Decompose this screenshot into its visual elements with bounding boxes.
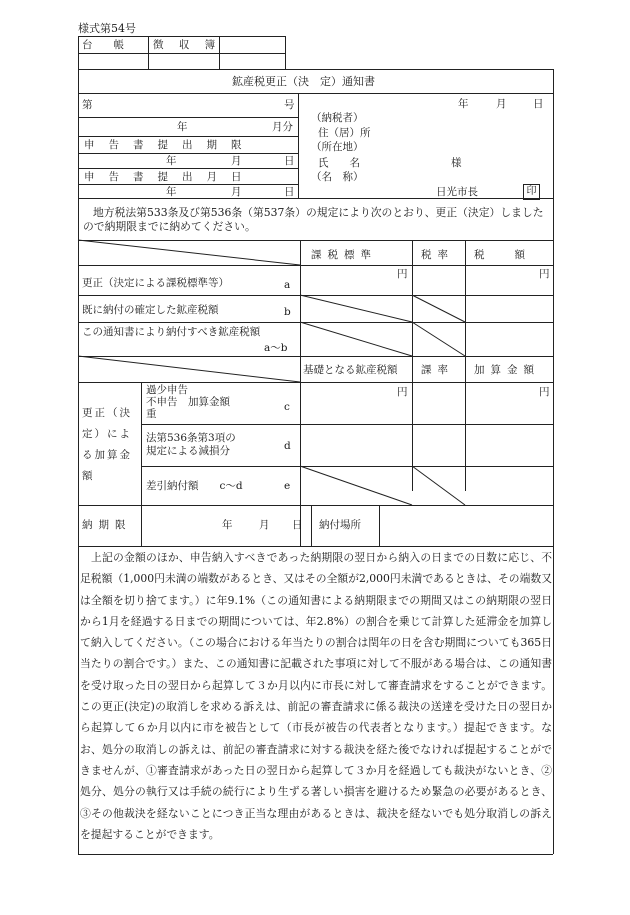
t1-row-a-unit-base: 円	[397, 268, 408, 280]
location-label: （所在地）	[311, 141, 364, 153]
collection-label: 徴 収 簿	[153, 39, 222, 51]
deadline-month: 月	[231, 155, 242, 167]
t2-header-base: 基礎となる鉱産税額	[303, 364, 398, 376]
form-number: 様式第54号	[78, 22, 136, 35]
due-year: 年	[222, 519, 233, 531]
filing-day: 日	[284, 186, 295, 198]
notice-text: 上記の金額のほか、申告納入すべきであった納期限の翌日から納入の日までの日数に応じ、不足税額（1,000円未満の端数があるとき、又はその全額が2,000円未満であるときは、その端数又は全額を切り捨てます。）に年9.1%（この通知書による納期限までの期間又はこの納期限の翌日から1月を経過する日までの期間については、年2.8%）の割合を乗じて計算した延滞金を加算して納入してください。（この場合における年当たりの割合は閏年の日を含む期間についても365日当たりの割合です。）また、この通知書に記載された事項に対して不服がある場合は、この通知書を受け取った日の翌日から起算して３か月以内に市長に対して審査請求をすることができます。この更正(決定)の取消しを求める訴えは、前記の審査請求に係る裁決の送達を受けた日の翌日から起算して６か月以内に市を被告として（市長が被告の代表者となります。）提起できます。なお、処分の取消しの訴えは、前記の審査請求に対する裁決を経た後でなければ提起することができませんが、①審査請求があった日の翌日から起算して３か月を経過しても裁決がないとき、②処分、処分の執行又は手続の続行により生ずる著しい損害を避けるため緊急の必要があるとき、③その他裁決を経ないことにつき正当な理由があるときは、裁決を経ないでも処分取消しの訴えを提起することができます。	[80, 551, 552, 841]
t1-row-ab-key: a〜b	[264, 342, 288, 354]
t2-header-rate: 課率	[421, 364, 454, 376]
name-label: 氏 名	[318, 157, 360, 169]
due-day: 日	[292, 519, 303, 531]
address-label: 住（居）所	[318, 127, 371, 139]
t2-row-d-label: 法第536条第3項の 規定による減損分	[146, 432, 236, 457]
table2-corner-diagonal	[78, 356, 300, 382]
filing-month: 月	[231, 186, 242, 198]
t2-group-label: 更正（決定）による加算金額	[82, 407, 132, 482]
t1-row-a-unit-amount: 円	[539, 268, 550, 280]
name-alt-label: （名 称）	[311, 171, 364, 183]
t1-row-ab-label: この通知書により納付すべき鉱産税額	[82, 326, 261, 338]
t2-row-e-label: 差引納付額 c〜d	[146, 480, 243, 492]
notice-year: 年	[458, 98, 469, 110]
page-title: 鉱産税更正（決 定）通知書	[232, 75, 375, 88]
honorific: 様	[451, 157, 462, 169]
t1-header-rate: 税率	[421, 249, 454, 261]
t2-diagonals	[300, 466, 465, 505]
notice-month: 月	[496, 98, 507, 110]
t1-row-b-label: 既に納付の確定した鉱産税額	[82, 304, 219, 316]
ledger-label: 台 帳	[82, 39, 124, 51]
intro-text: 地方税法第533条及び第536条（第537条）の規定により次のとおり、更正（決定）しましたので納期限までに納めてください。	[83, 206, 544, 233]
table1-corner-diagonal	[78, 240, 300, 265]
t1-row-a-label: 更正（決定による課税標準等）	[82, 277, 229, 289]
t2-row-c-unit-base: 円	[397, 386, 408, 398]
deadline-day: 日	[284, 155, 295, 167]
t2-row-c-key: c	[284, 401, 290, 413]
t2-row-c-unit-amount: 円	[539, 386, 550, 398]
taxpayer-label: （納税者）	[311, 112, 364, 124]
t2-row-d-key: d	[284, 440, 291, 452]
year-label: 年	[177, 121, 188, 133]
notice-day: 日	[533, 98, 544, 110]
t1-header-base: 課税標準	[311, 249, 377, 261]
t1-row-b-key: b	[284, 306, 291, 318]
t2-header-amount: 加算金額	[474, 364, 540, 376]
due-label: 納期限	[82, 519, 132, 531]
seal-stamp: 印	[523, 184, 540, 200]
due-month: 月	[259, 519, 270, 531]
t1-diagonals	[300, 295, 465, 356]
month-portion-label: 月分	[272, 121, 293, 133]
filing-year: 年	[166, 186, 177, 198]
number-suffix: 号	[284, 99, 295, 111]
filing-deadline-label: 申告書提出期限	[84, 139, 256, 151]
t1-row-a-key: a	[284, 279, 291, 291]
deadline-year: 年	[166, 155, 177, 167]
number-prefix: 第	[82, 99, 93, 111]
payment-place-label: 納付場所	[319, 519, 361, 531]
t1-header-amount: 税額	[474, 249, 555, 261]
mayor-label: 日光市長	[436, 186, 478, 198]
filing-date-label: 申告書提出月日	[84, 171, 256, 183]
t2-row-e-key: e	[284, 480, 291, 492]
t2-row-c-label: 過少申告 不申告 加算金額 重	[146, 384, 230, 420]
